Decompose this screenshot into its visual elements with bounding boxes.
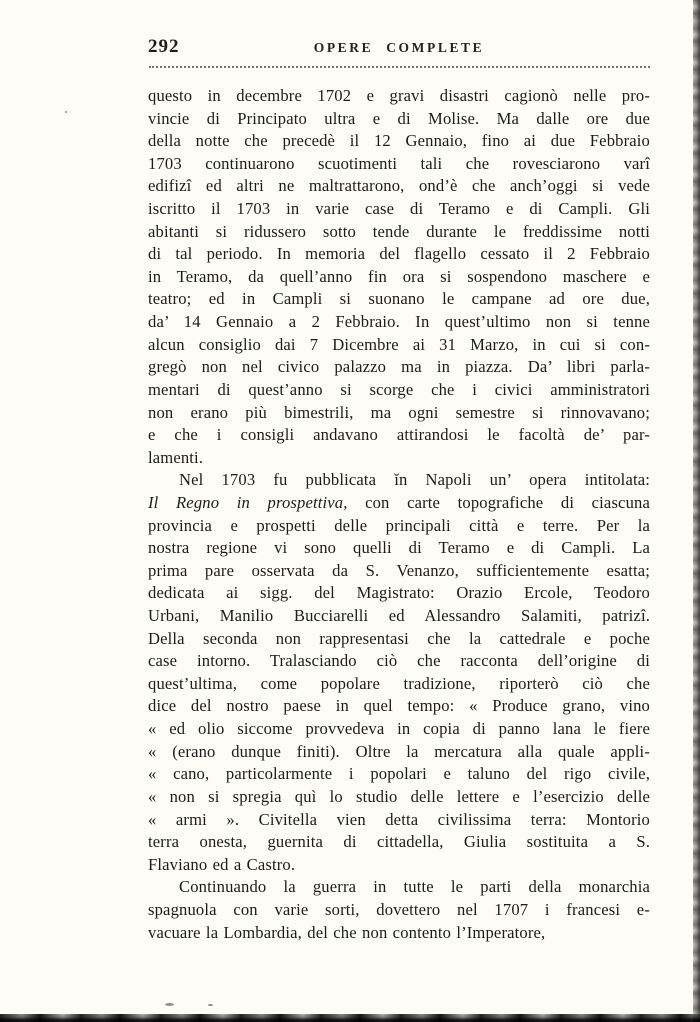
text-line: alcun consiglio dai 7 Dicembre ai 31 Marzo, in cui si con- — [148, 334, 650, 354]
text-line: lamenti. — [148, 447, 204, 467]
text-line: spagnuola con varie sorti, dovettero nel 1707 i francesi e- — [148, 899, 650, 919]
scan-right-edge-shadow — [693, 0, 700, 1022]
text-line: questo in decembre 1702 e gravi disastri cagionò nelle pro- — [148, 86, 650, 105]
scan-speck — [208, 1004, 213, 1006]
text-line: « (erano dunque finiti). Oltre la mercatura alla quale appli- — [148, 741, 650, 761]
text-line: abitanti si ridussero sotto tende durante le freddissime notti — [148, 221, 650, 241]
text-line: « non si spregia quì lo studio delle lettere e l’esercizio delle — [148, 786, 650, 806]
text-line: vincie di Principato ultra e di Molise. Ma dalle ore due — [148, 108, 650, 128]
text-line: dice del nostro paese in quel tempo: « Produce grano, vino — [148, 696, 650, 716]
text-line: Flaviano ed a Castro. — [148, 854, 296, 874]
text-line: Della seconda non rappresentasi che la cattedrale e poche — [148, 628, 650, 648]
page-number: 292 — [148, 36, 180, 57]
running-head — [148, 36, 650, 58]
text-line: da’ 14 Gennaio a 2 Febbraio. In quest’ultimo non si tenne — [148, 312, 650, 332]
text-line: Continuando la guerra in tutte le parti della monarchia — [179, 877, 650, 897]
text-line: gregò non nel civico palazzo ma in piazza. Da’ libri parla- — [148, 357, 650, 377]
scan-speck — [165, 1003, 174, 1006]
text-line: edifizî ed altri ne maltrattarono, ond’è che anch’oggi si vede — [148, 176, 650, 196]
text-line: di tal periodo. In memoria del flagello cessato il 2 Febbraio — [148, 244, 650, 264]
scan-speck — [65, 111, 67, 113]
header-dotted-rule — [149, 66, 650, 68]
text-line: vacuare la Lombardia, del che non contento l’Imperatore, — [148, 922, 546, 942]
text-line: « armi ». Civitella vien detta civilissima terra: Montorio — [148, 809, 650, 829]
text-line: e che i consigli andavano attirandosi le facoltà de’ par- — [148, 425, 650, 445]
scan-bottom-edge-shadow — [0, 1014, 700, 1022]
text-line: teatro; ed in Campli si suonano le campane ad ore due, — [148, 289, 650, 309]
text-line: « ed olio siccome provvedeva in copia di panno lana le fiere — [148, 719, 650, 739]
text-line: « cano, particolarmente i popolari e taluno del rigo civile, — [148, 764, 650, 784]
text-line: della notte che precedè il 12 Gennaio, fino ai due Febbraio — [148, 131, 650, 151]
text-block — [148, 85, 650, 944]
text-line: mentari di quest’anno si scorge che i civici amministratori — [148, 379, 650, 399]
running-title: OPERE COMPLETE — [313, 40, 485, 55]
text-line: Urbani, Manilio Bucciarelli ed Alessandro Salamiti, patrizî. — [148, 606, 650, 626]
text-line: provincia e prospetti delle principali città e terre. Per la — [148, 515, 650, 535]
text-line: 1703 continuarono scuotimenti tali che rovesciarono varî — [148, 153, 650, 173]
text-line: quest’ultima, come popolare tradizione, riporterò ciò che — [148, 673, 650, 693]
text-line: nostra regione vi sono quelli di Teramo e di Campli. La — [148, 538, 650, 558]
text-line: in Teramo, da quell’anno fin ora si sospendono maschere e — [148, 266, 650, 286]
text-line: dedicata ai sigg. del Magistrato: Orazio Ercole, Teodoro — [148, 583, 650, 603]
text-line: iscritto il 1703 in varie case di Teramo e di Campli. Gli — [148, 199, 650, 219]
text-line: Nel 1703 fu pubblicata ĭn Napoli un’ opera intitolata: — [179, 470, 650, 490]
text-line: non erano più bimestrili, ma ogni semestre si rinnovavano; — [148, 402, 650, 422]
text-line: Il Regno in prospettiva, con carte topografiche di ciascuna — [148, 492, 650, 512]
text-line: terra onesta, guernita di cittadella, Giulia sostituita a S. — [148, 832, 650, 852]
text-line: case intorno. Tralasciando ciò che racconta dell’origine di — [148, 651, 650, 671]
text-line: prima pare osservata da S. Venanzo, sufficientemente esatta; — [148, 560, 650, 580]
